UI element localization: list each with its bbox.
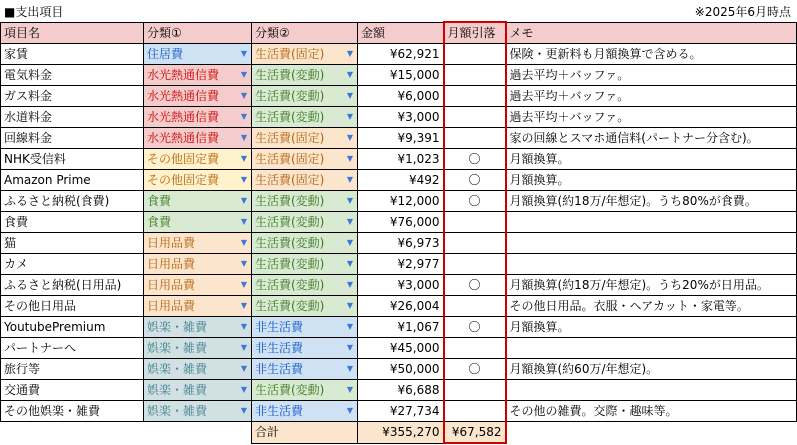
memo-cell[interactable] (506, 212, 797, 233)
dropdown-arrow-icon[interactable]: ▼ (240, 217, 247, 226)
table-row (1, 128, 797, 149)
table-row (1, 212, 797, 233)
memo-cell[interactable]: 家の回線とスマホ通信料(パートナー分含む)。 (506, 128, 797, 149)
cat2-value: 生活費(変動) (255, 383, 325, 397)
table-row (1, 149, 797, 170)
as-of-note: ※2025年6月時点 (694, 5, 791, 19)
dropdown-arrow-icon[interactable]: ▼ (240, 385, 247, 394)
dropdown-arrow-icon[interactable]: ▼ (240, 301, 247, 310)
cat1-dropdown[interactable] (144, 254, 252, 275)
cat1-value: 日用品費 (147, 257, 196, 271)
amount-cell[interactable]: ¥76,000 (358, 212, 444, 233)
dropdown-arrow-icon[interactable]: ▼ (240, 112, 247, 121)
dropdown-arrow-icon[interactable]: ▼ (346, 364, 353, 373)
dropdown-arrow-icon[interactable]: ▼ (240, 133, 247, 142)
item-cell[interactable]: その他日用品 (1, 296, 144, 317)
dropdown-arrow-icon[interactable]: ▼ (240, 343, 247, 352)
item-cell[interactable]: YoutubePremium (1, 317, 144, 338)
amount-cell[interactable]: ¥27,734 (358, 401, 444, 422)
cat2-value: 非生活費 (255, 404, 304, 418)
memo-cell[interactable]: 月額換算。 (506, 317, 797, 338)
cat2-dropdown[interactable] (252, 401, 358, 422)
cat1-dropdown[interactable] (144, 149, 252, 170)
dropdown-arrow-icon[interactable]: ▼ (346, 259, 353, 268)
memo-cell[interactable]: 月額換算(約60万/年想定)。 (506, 359, 797, 380)
cat1-value: 住居費 (147, 47, 184, 61)
cat1-dropdown[interactable] (144, 380, 252, 401)
monthly-cell[interactable] (444, 86, 506, 107)
table-row (1, 65, 797, 86)
dropdown-arrow-icon[interactable]: ▼ (240, 259, 247, 268)
dropdown-arrow-icon[interactable]: ▼ (240, 154, 247, 163)
cat1-value: 娯楽・雑費 (147, 404, 208, 418)
cat1-value: 食費 (147, 215, 172, 229)
table-row (1, 233, 797, 254)
cat1-dropdown[interactable] (144, 401, 252, 422)
cat2-dropdown[interactable] (252, 170, 358, 191)
memo-cell[interactable]: その他日用品。衣服・ヘアカット・家電等。 (506, 296, 797, 317)
cat1-value: 水光熱通信費 (147, 89, 220, 103)
monthly-cell[interactable] (444, 338, 506, 359)
table-row (1, 44, 797, 65)
memo-cell[interactable]: 過去平均＋バッファ。 (506, 107, 797, 128)
cat1-dropdown[interactable] (144, 296, 252, 317)
cat2-dropdown[interactable] (252, 191, 358, 212)
dropdown-arrow-icon[interactable]: ▼ (240, 406, 247, 415)
cat2-value: 生活費(固定) (255, 152, 325, 166)
total-monthly[interactable]: ¥67,582 (444, 422, 506, 444)
cat2-value: 生活費(変動) (255, 215, 325, 229)
total-row (1, 422, 797, 444)
expense-table (0, 21, 797, 444)
memo-cell[interactable] (506, 338, 797, 359)
item-cell[interactable]: 電気料金 (1, 65, 144, 86)
table-row (1, 254, 797, 275)
table-row (1, 107, 797, 128)
cat2-dropdown[interactable] (252, 107, 358, 128)
cat1-value: 日用品費 (147, 278, 196, 292)
cat1-dropdown[interactable] (144, 233, 252, 254)
cat1-dropdown[interactable] (144, 128, 252, 149)
dropdown-arrow-icon[interactable]: ▼ (346, 280, 353, 289)
cat1-dropdown[interactable] (144, 191, 252, 212)
table-row (1, 401, 797, 422)
blank-cell (1, 422, 144, 444)
cat2-value: 生活費(固定) (255, 173, 325, 187)
cat2-dropdown[interactable] (252, 275, 358, 296)
dropdown-arrow-icon[interactable]: ▼ (346, 91, 353, 100)
amount-cell[interactable]: ¥12,000 (358, 191, 444, 212)
table-row (1, 86, 797, 107)
dropdown-arrow-icon[interactable]: ▼ (240, 175, 247, 184)
monthly-cell[interactable] (444, 65, 506, 86)
table-row (1, 380, 797, 401)
cat1-dropdown[interactable] (144, 107, 252, 128)
cat2-value: 非生活費 (255, 341, 304, 355)
item-cell[interactable]: ふるさと納税(日用品) (1, 275, 144, 296)
amount-cell[interactable]: ¥50,000 (358, 359, 444, 380)
cat2-value: 生活費(変動) (255, 236, 325, 250)
cat1-dropdown[interactable] (144, 44, 252, 65)
cat2-value: 生活費(固定) (255, 131, 325, 145)
dropdown-arrow-icon[interactable]: ▼ (346, 133, 353, 142)
monthly-cell[interactable] (444, 107, 506, 128)
cat1-value: 水光熱通信費 (147, 131, 220, 145)
cat2-value: 生活費(変動) (255, 257, 325, 271)
dropdown-arrow-icon[interactable]: ▼ (346, 175, 353, 184)
cat2-dropdown[interactable] (252, 149, 358, 170)
cat2-value: 非生活費 (255, 362, 304, 376)
blank-cell (506, 422, 797, 444)
header-memo[interactable]: メモ (506, 22, 797, 44)
cat1-value: その他固定費 (147, 173, 220, 187)
cat2-dropdown[interactable] (252, 212, 358, 233)
cat1-value: 娯楽・雑費 (147, 320, 208, 334)
cat1-value: 食費 (147, 194, 172, 208)
table-row (1, 359, 797, 380)
table-row (1, 191, 797, 212)
memo-cell[interactable]: 月額換算(約18万/年想定)。うち80%が食費。 (506, 191, 797, 212)
cat2-dropdown[interactable] (252, 65, 358, 86)
monthly-cell[interactable] (444, 128, 506, 149)
cat2-dropdown[interactable] (252, 380, 358, 401)
cat2-dropdown[interactable] (252, 359, 358, 380)
cat2-value: 生活費(変動) (255, 194, 325, 208)
cat2-value: 生活費(固定) (255, 47, 325, 61)
item-cell[interactable]: Amazon Prime (1, 170, 144, 191)
dropdown-arrow-icon[interactable]: ▼ (346, 154, 353, 163)
monthly-cell[interactable] (444, 380, 506, 401)
amount-cell[interactable]: ¥2,977 (358, 254, 444, 275)
header-item[interactable]: 項目名 (1, 22, 144, 44)
monthly-cell[interactable]: 〇 (444, 359, 506, 380)
header-cat2[interactable]: 分類② (252, 22, 358, 44)
cat2-value: 非生活費 (255, 320, 304, 334)
item-cell[interactable]: 水道料金 (1, 107, 144, 128)
dropdown-arrow-icon[interactable]: ▼ (240, 196, 247, 205)
total-label[interactable]: 合計 (252, 422, 358, 444)
item-cell[interactable]: カメ (1, 254, 144, 275)
table-row (1, 317, 797, 338)
monthly-cell[interactable]: 〇 (444, 170, 506, 191)
monthly-cell[interactable] (444, 254, 506, 275)
item-cell[interactable]: 交通費 (1, 380, 144, 401)
memo-cell[interactable]: その他の雑費。交際・趣味等。 (506, 401, 797, 422)
cat1-dropdown[interactable] (144, 86, 252, 107)
dropdown-arrow-icon[interactable]: ▼ (346, 112, 353, 121)
amount-cell[interactable]: ¥1,023 (358, 149, 444, 170)
dropdown-arrow-icon[interactable]: ▼ (346, 406, 353, 415)
cat1-dropdown[interactable] (144, 359, 252, 380)
memo-cell[interactable]: 保険・更新料も月額換算で含める。 (506, 44, 797, 65)
dropdown-arrow-icon[interactable]: ▼ (346, 343, 353, 352)
header-row (1, 22, 797, 44)
header-amount[interactable]: 金額 (358, 22, 444, 44)
cat2-dropdown[interactable] (252, 86, 358, 107)
item-cell[interactable]: ふるさと納税(食費) (1, 191, 144, 212)
dropdown-arrow-icon[interactable]: ▼ (346, 217, 353, 226)
cat2-value: 生活費(変動) (255, 278, 325, 292)
monthly-cell[interactable] (444, 212, 506, 233)
cat1-value: 水光熱通信費 (147, 68, 220, 82)
sheet-title: ■支出項目 (4, 5, 64, 19)
cat1-dropdown[interactable] (144, 338, 252, 359)
sheet-header-bar (0, 0, 797, 21)
dropdown-arrow-icon[interactable]: ▼ (240, 70, 247, 79)
cat2-value: 生活費(変動) (255, 110, 325, 124)
item-cell[interactable]: パートナーへ (1, 338, 144, 359)
monthly-cell[interactable] (444, 44, 506, 65)
cat2-dropdown[interactable] (252, 233, 358, 254)
dropdown-arrow-icon[interactable]: ▼ (346, 301, 353, 310)
cat2-dropdown[interactable] (252, 317, 358, 338)
dropdown-arrow-icon[interactable]: ▼ (240, 91, 247, 100)
dropdown-arrow-icon[interactable]: ▼ (240, 322, 247, 331)
amount-cell[interactable]: ¥492 (358, 170, 444, 191)
cat2-dropdown[interactable] (252, 338, 358, 359)
memo-cell[interactable]: 月額換算。 (506, 170, 797, 191)
amount-cell[interactable]: ¥45,000 (358, 338, 444, 359)
cat1-dropdown[interactable] (144, 170, 252, 191)
amount-cell[interactable]: ¥3,000 (358, 275, 444, 296)
table-row (1, 170, 797, 191)
item-cell[interactable]: 猫 (1, 233, 144, 254)
memo-cell[interactable] (506, 254, 797, 275)
amount-cell[interactable]: ¥6,000 (358, 86, 444, 107)
cat1-dropdown[interactable] (144, 65, 252, 86)
amount-cell[interactable]: ¥62,921 (358, 44, 444, 65)
item-cell[interactable]: NHK受信料 (1, 149, 144, 170)
memo-cell[interactable] (506, 233, 797, 254)
item-cell[interactable]: 家賃 (1, 44, 144, 65)
cat2-value: 生活費(変動) (255, 68, 325, 82)
amount-cell[interactable]: ¥1,067 (358, 317, 444, 338)
item-cell[interactable]: その他娯楽・雑費 (1, 401, 144, 422)
dropdown-arrow-icon[interactable]: ▼ (346, 196, 353, 205)
memo-cell[interactable] (506, 380, 797, 401)
cat1-value: 日用品費 (147, 236, 196, 250)
memo-cell[interactable]: 過去平均＋バッファ。 (506, 65, 797, 86)
table-row (1, 275, 797, 296)
memo-cell[interactable]: 月額換算(約18万/年想定)。うち20%が日用品。 (506, 275, 797, 296)
monthly-cell[interactable] (444, 233, 506, 254)
total-amount[interactable]: ¥355,270 (358, 422, 444, 444)
item-cell[interactable]: ガス料金 (1, 86, 144, 107)
cat2-value: 生活費(変動) (255, 89, 325, 103)
blank-cell (144, 422, 252, 444)
cat1-value: 水光熱通信費 (147, 110, 220, 124)
cat1-dropdown[interactable] (144, 317, 252, 338)
header-cat1[interactable]: 分類① (144, 22, 252, 44)
monthly-cell[interactable] (444, 401, 506, 422)
memo-cell[interactable]: 月額換算。 (506, 149, 797, 170)
memo-cell[interactable]: 過去平均＋バッファ。 (506, 86, 797, 107)
cat2-dropdown[interactable] (252, 128, 358, 149)
table-row (1, 296, 797, 317)
cat2-dropdown[interactable] (252, 44, 358, 65)
dropdown-arrow-icon[interactable]: ▼ (346, 70, 353, 79)
amount-cell[interactable]: ¥26,004 (358, 296, 444, 317)
amount-cell[interactable]: ¥6,688 (358, 380, 444, 401)
amount-cell[interactable]: ¥15,000 (358, 65, 444, 86)
monthly-cell[interactable]: 〇 (444, 317, 506, 338)
header-monthly[interactable]: 月額引落 (444, 22, 506, 44)
dropdown-arrow-icon[interactable]: ▼ (346, 49, 353, 58)
item-cell[interactable]: 食費 (1, 212, 144, 233)
dropdown-arrow-icon[interactable]: ▼ (346, 238, 353, 247)
monthly-cell[interactable]: 〇 (444, 191, 506, 212)
cat2-dropdown[interactable] (252, 296, 358, 317)
amount-cell[interactable]: ¥3,000 (358, 107, 444, 128)
monthly-cell[interactable] (444, 296, 506, 317)
dropdown-arrow-icon[interactable]: ▼ (346, 385, 353, 394)
cat2-dropdown[interactable] (252, 254, 358, 275)
monthly-cell[interactable]: 〇 (444, 275, 506, 296)
cat1-dropdown[interactable] (144, 275, 252, 296)
cat1-dropdown[interactable] (144, 212, 252, 233)
amount-cell[interactable]: ¥6,973 (358, 233, 444, 254)
dropdown-arrow-icon[interactable]: ▼ (346, 322, 353, 331)
cat2-value: 生活費(変動) (255, 299, 325, 313)
cat1-value: 日用品費 (147, 299, 196, 313)
dropdown-arrow-icon[interactable]: ▼ (240, 280, 247, 289)
cat1-value: 娯楽・雑費 (147, 383, 208, 397)
table-row (1, 338, 797, 359)
cat1-value: その他固定費 (147, 152, 220, 166)
dropdown-arrow-icon[interactable]: ▼ (240, 238, 247, 247)
item-cell[interactable]: 旅行等 (1, 359, 144, 380)
cat1-value: 娯楽・雑費 (147, 341, 208, 355)
monthly-cell[interactable]: 〇 (444, 149, 506, 170)
cat1-value: 娯楽・雑費 (147, 362, 208, 376)
amount-cell[interactable]: ¥9,391 (358, 128, 444, 149)
dropdown-arrow-icon[interactable]: ▼ (240, 364, 247, 373)
item-cell[interactable]: 回線料金 (1, 128, 144, 149)
dropdown-arrow-icon[interactable]: ▼ (240, 49, 247, 58)
